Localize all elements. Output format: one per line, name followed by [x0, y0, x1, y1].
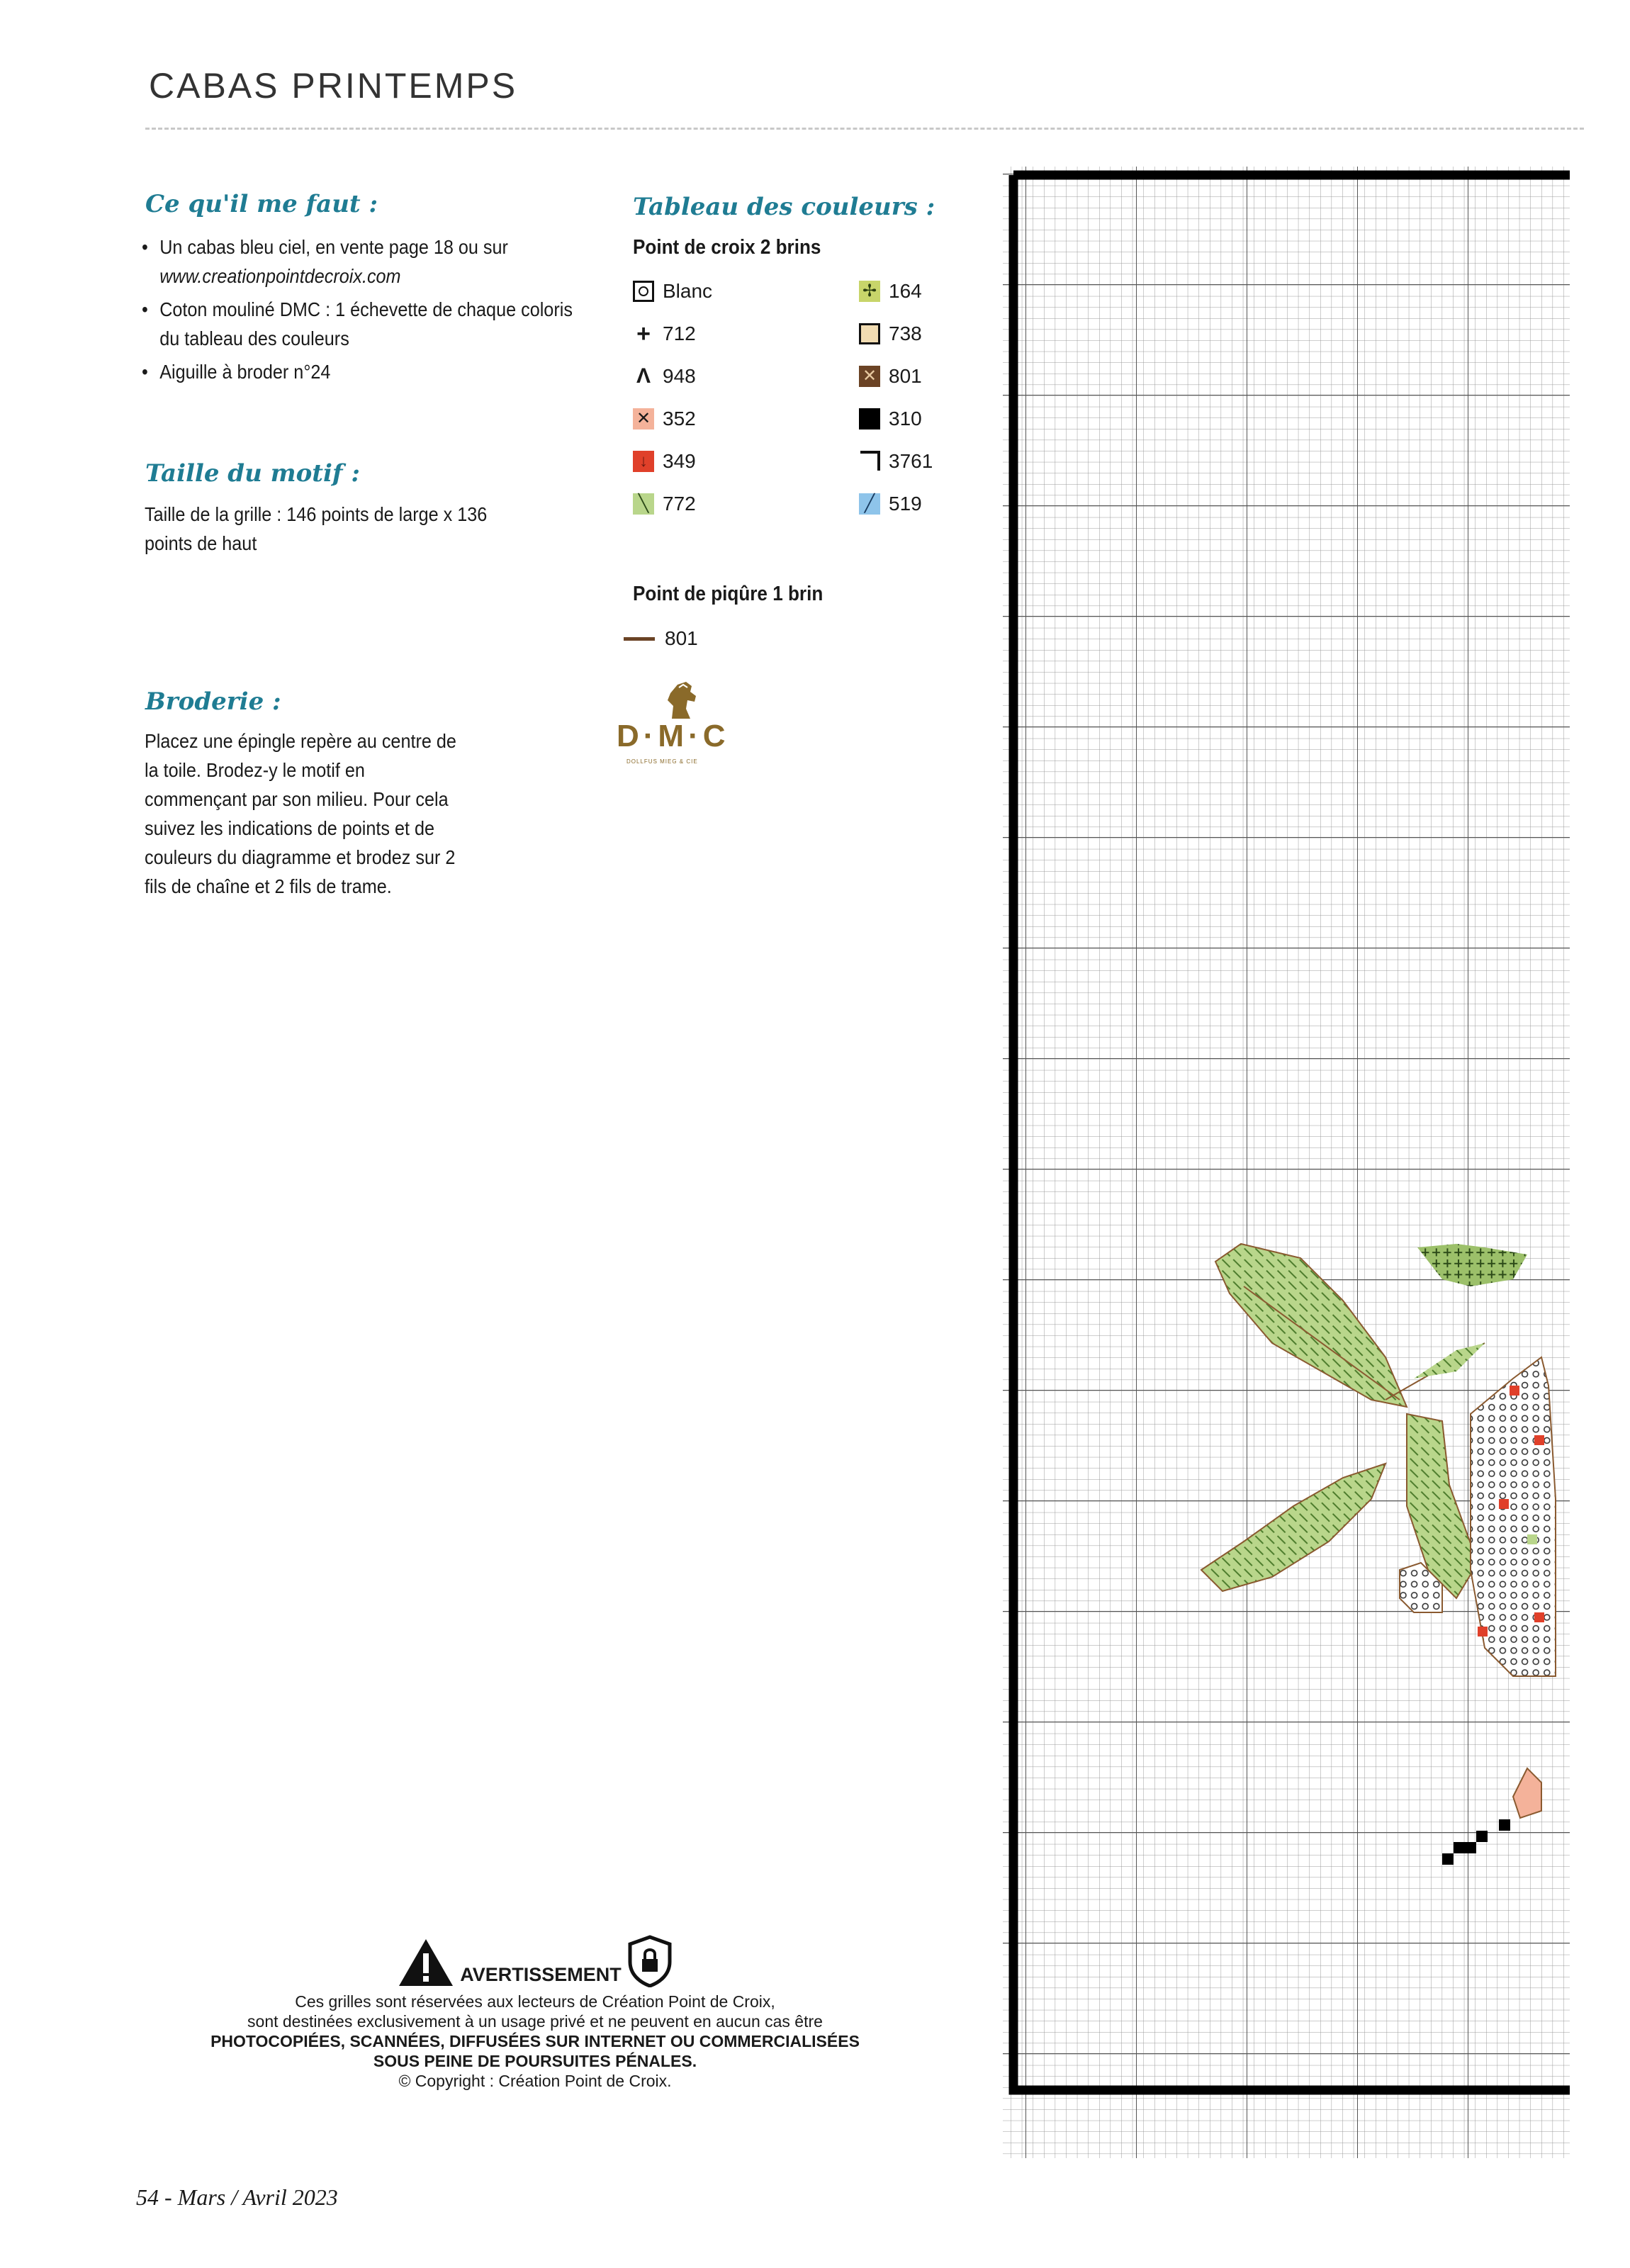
- size-text: Taille de la grille : 146 points de large x 136 points de haut: [145, 503, 488, 554]
- website-link[interactable]: www.creationpointdecroix.com: [159, 265, 401, 287]
- warning-label: AVERTISSEMENT: [460, 1964, 622, 1985]
- legend-349: [633, 450, 696, 473]
- legend-948: [633, 365, 696, 388]
- legend-label: Blanc: [663, 280, 713, 302]
- legend-label: 349: [663, 450, 696, 472]
- title-divider: [145, 128, 1584, 130]
- legend-blanc: [633, 280, 712, 303]
- embroidery-text: Placez une épingle repère au centre de la toile. Brodez-y le motif en commençant par son milieu. Pour cela suivez les indications de points et de couleurs du diagramme et brodez sur 2 fils de chaîne et 2 fils de trame.: [145, 730, 456, 897]
- legend-label: 801: [665, 627, 698, 649]
- plus-icon: +: [636, 320, 651, 347]
- warning-line: Ces grilles sont réservées aux lecteurs de Création Point de Croix,: [295, 1992, 775, 2011]
- requirements-list: [142, 232, 581, 391]
- warning-line: sont destinées exclusivement à un usage privé et ne peuvent en aucun cas être: [247, 2012, 823, 2031]
- warning-line: SOUS PEINE DE POURSUITES PÉNALES.: [373, 2052, 697, 2070]
- legend-label: 738: [889, 322, 922, 344]
- warning-icon: [398, 1938, 454, 1987]
- legend-3761: [859, 450, 933, 473]
- legend-519: [859, 493, 922, 515]
- x-icon: ✕: [859, 366, 880, 387]
- requirement-text: Coton mouliné DMC : 1 échevette de chaque coloris du tableau des couleurs: [159, 298, 573, 349]
- square-icon: [859, 323, 880, 344]
- legend-label: 948: [663, 365, 696, 387]
- caret-icon: Λ: [636, 364, 651, 388]
- warning-line: PHOTOCOPIÉES, SCANNÉES, DIFFUSÉES SUR INTERNET OU COMMERCIALISÉES: [210, 2032, 860, 2050]
- colors-title: Tableau des couleurs :: [633, 193, 935, 221]
- legend-label: 3761: [889, 450, 933, 472]
- legend-164: [859, 280, 922, 303]
- arrow-down-icon: ↓: [633, 451, 654, 472]
- size-title: Taille du motif :: [145, 459, 360, 488]
- slash-icon: ╱: [859, 493, 880, 515]
- legend-352: [633, 408, 696, 430]
- page-title: CABAS PRINTEMPS: [149, 66, 518, 106]
- requirement-text: Un cabas bleu ciel, en vente page 18 ou sur: [159, 236, 508, 258]
- backslash-icon: ╲: [633, 493, 654, 515]
- legend-712: [633, 322, 696, 345]
- list-item: [142, 357, 593, 386]
- backstitch-line-icon: [624, 637, 655, 641]
- legend-backstitch-801: [624, 627, 698, 650]
- circle-square-icon: [633, 281, 654, 302]
- legend-label: 801: [889, 365, 922, 387]
- warning-line: © Copyright : Création Point de Croix.: [398, 2072, 672, 2090]
- legend-801: [859, 365, 922, 388]
- list-item: [142, 295, 593, 353]
- legend-label: 772: [663, 493, 696, 515]
- plus-dots-icon: ✢: [859, 281, 880, 302]
- cross-stitch-title: Point de croix 2 brins: [633, 236, 821, 259]
- backstitch-title: Point de piqûre 1 brin: [633, 583, 824, 605]
- corner-icon: [859, 451, 880, 472]
- legend-label: 310: [889, 408, 922, 430]
- horse-head-icon: [658, 679, 707, 720]
- legend-310: [859, 408, 922, 430]
- legend-738: [859, 322, 922, 345]
- legend-label: 519: [889, 493, 922, 515]
- copyright-warning: [142, 1935, 928, 2091]
- stitch-grid: [989, 152, 1570, 2172]
- filled-square-icon: [859, 408, 880, 430]
- lock-shield-icon: [627, 1935, 673, 1987]
- legend-label: 352: [663, 408, 696, 430]
- cross-icon: ✕: [633, 408, 654, 430]
- legend-label: 164: [889, 280, 922, 302]
- list-item: [142, 232, 593, 291]
- stitch-chart: [989, 152, 1570, 2176]
- legend-label: 712: [663, 322, 696, 344]
- dmc-wordmark: D·M·C: [617, 719, 730, 753]
- requirement-text: Aiguille à broder n°24: [159, 361, 331, 383]
- requirements-title: Ce qu'il me faut :: [145, 190, 378, 218]
- page-footer: 54 - Mars / Avril 2023: [136, 2184, 338, 2210]
- legend-772: [633, 493, 696, 515]
- dmc-subtitle: DOLLFUS MIEG & CIE: [626, 758, 698, 765]
- embroidery-title: Broderie :: [145, 687, 281, 716]
- dmc-logo: [617, 679, 744, 771]
